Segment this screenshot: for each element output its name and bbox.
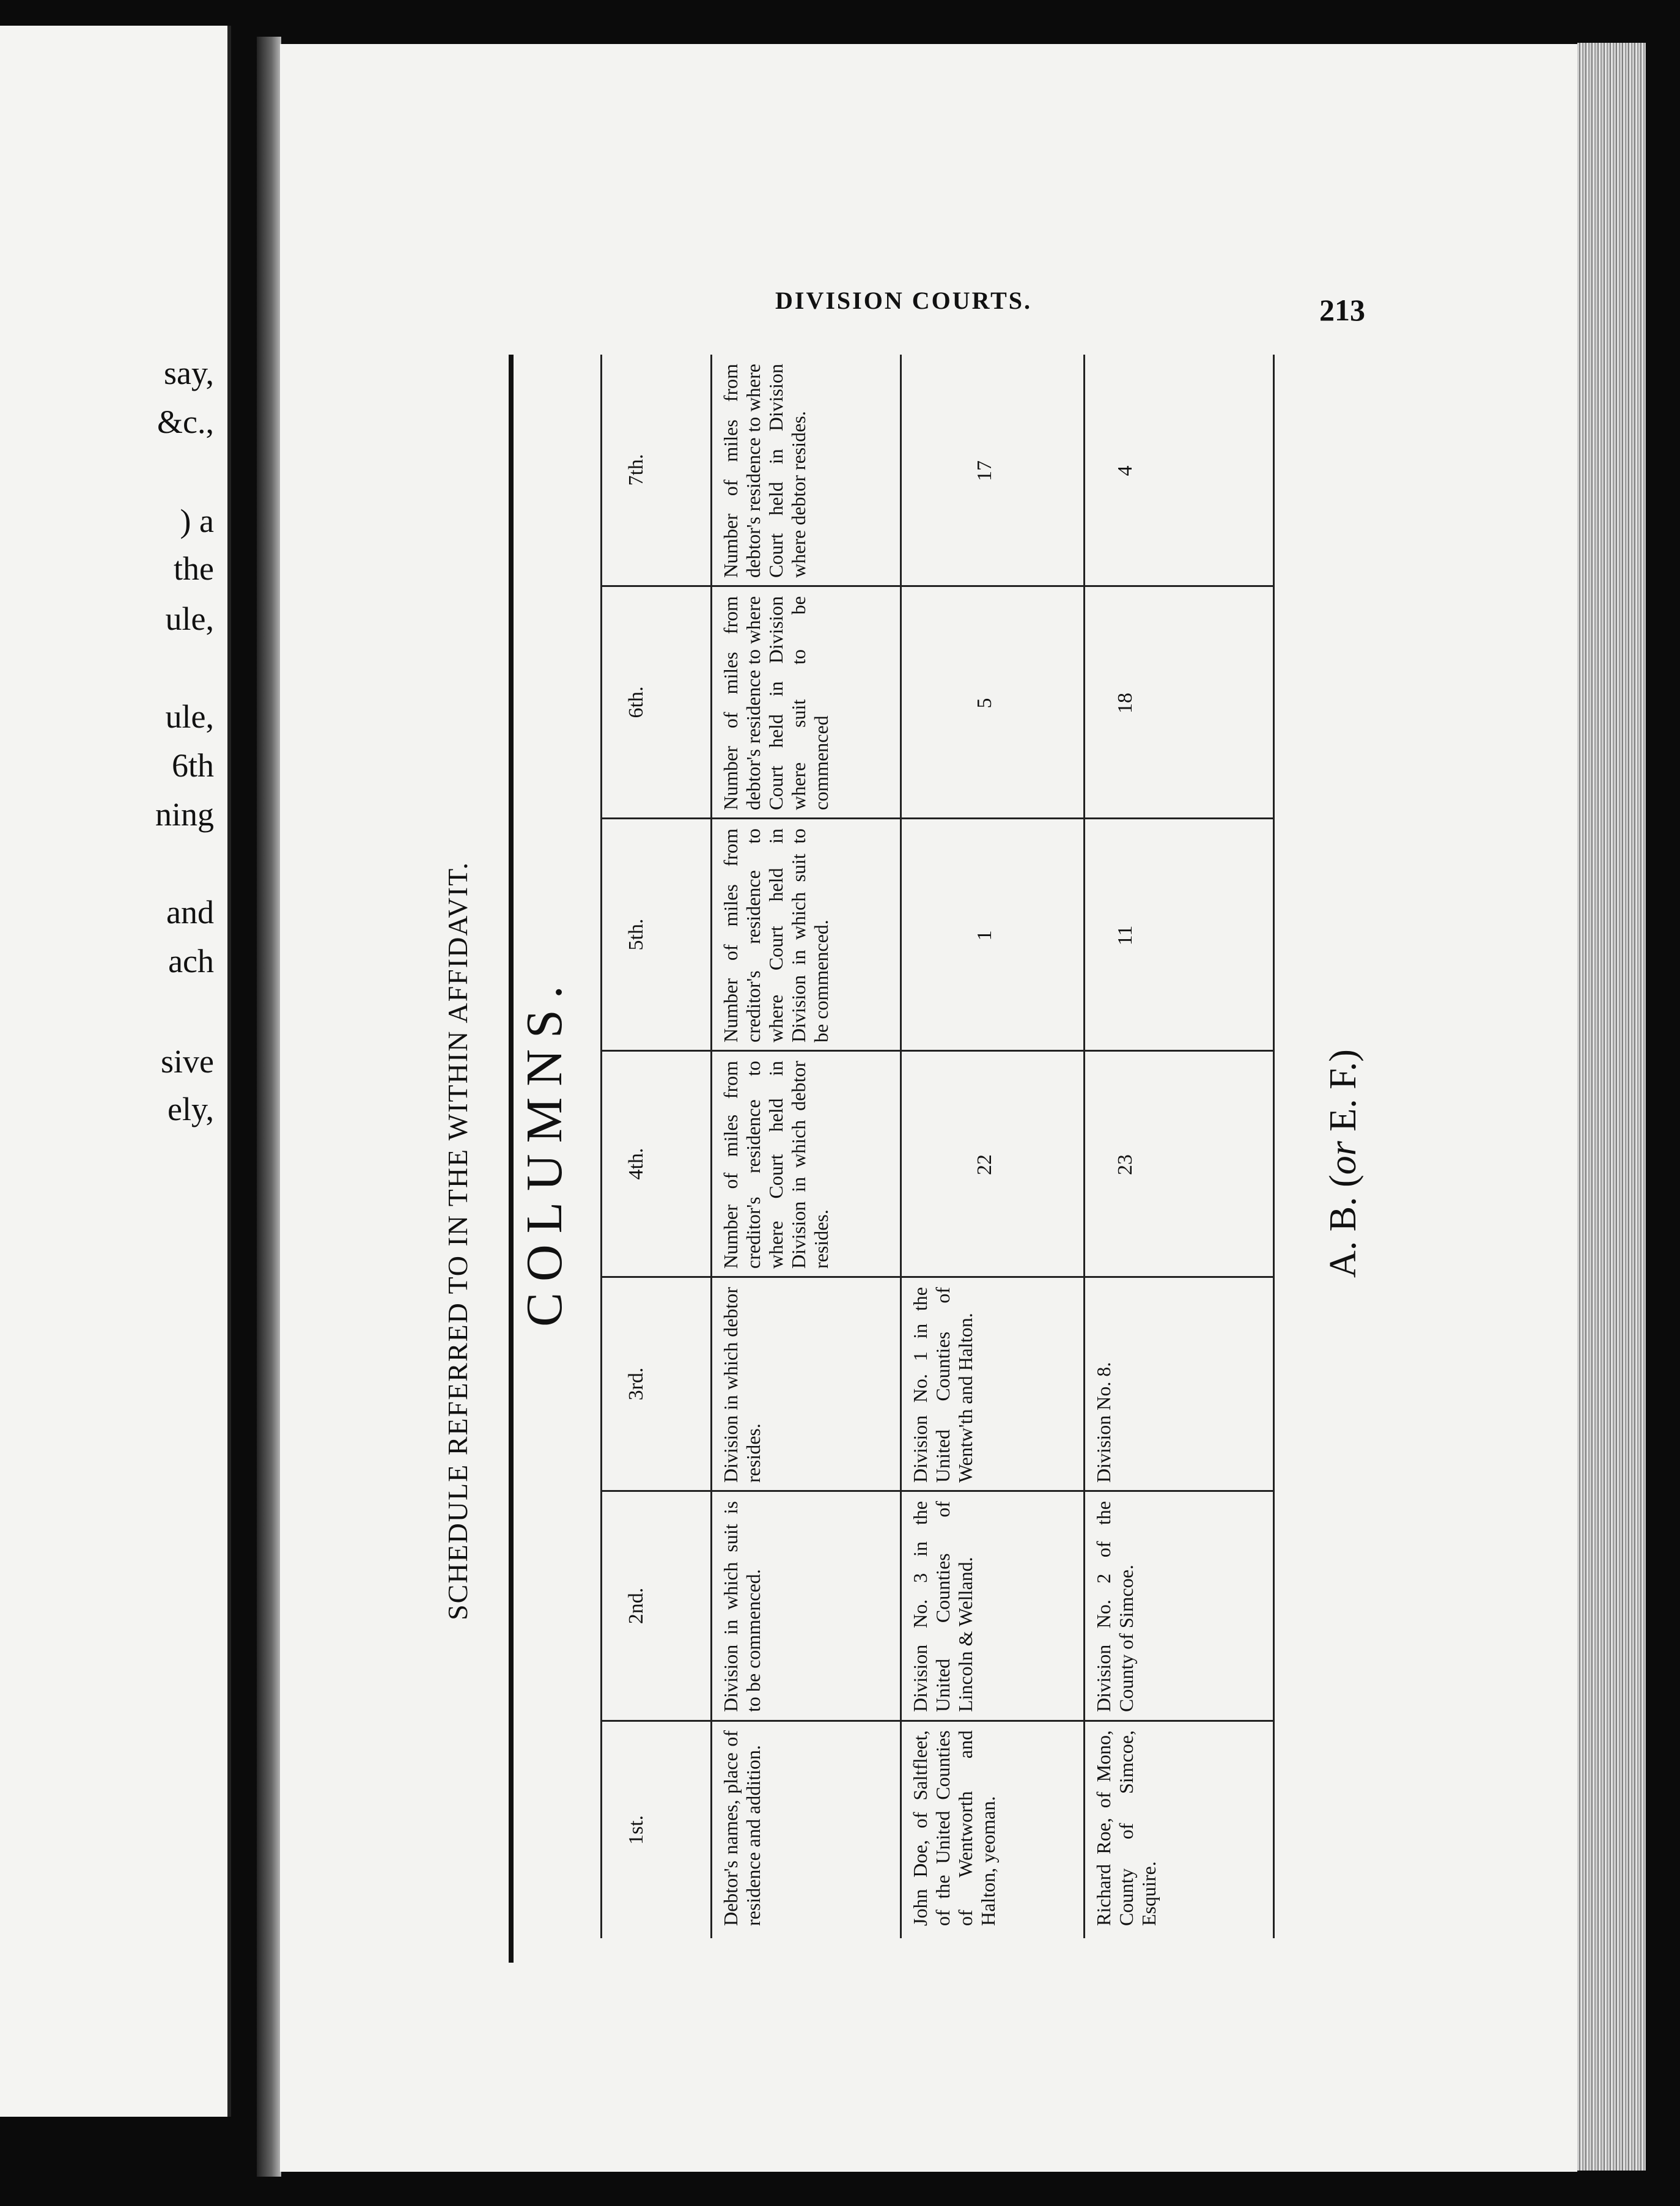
column-label-6: 6th. <box>625 686 647 718</box>
column-description-6: Number of miles from debtor's residence to where Court held in Division where suit to be commenced <box>720 596 832 810</box>
row-2-miles-5th: 11 <box>1114 925 1137 946</box>
note-suffix: E. F.) <box>1322 1049 1364 1142</box>
form-signature-note <box>1322 1049 1365 1278</box>
table-rule <box>1273 355 1275 1938</box>
column-description-7: Number of miles from debtor's residence to where Court held in Division where debtor resides. <box>720 364 809 578</box>
table-rule <box>600 1720 1273 1722</box>
column-label-5: 5th. <box>625 918 647 951</box>
row-1-miles-6th: 5 <box>973 698 996 709</box>
left-page-fragment: ) a <box>180 503 214 539</box>
column-label-1: 1st. <box>625 1815 647 1845</box>
column-label-2: 2nd. <box>625 1587 647 1625</box>
column-label-7: 7th. <box>625 454 647 486</box>
row-2-miles-4th: 23 <box>1114 1154 1137 1175</box>
schedule-table <box>509 355 1285 1963</box>
left-page-fragment: and <box>166 894 214 931</box>
left-page-fragment: ning <box>155 796 214 833</box>
left-page-fragment: ach <box>168 943 214 979</box>
column-description-5: Number of miles from creditor's residence to where Court held in Division in which suit to be commenced. <box>720 828 832 1042</box>
table-rule <box>600 355 602 1938</box>
page-number: 213 <box>1319 293 1365 327</box>
row-1-miles-5th: 1 <box>973 930 996 941</box>
column-description-4: Number of miles from creditor's residence to where Court held in Division in which debtor resides. <box>720 1061 832 1269</box>
running-head: DIVISION COURTS. <box>775 287 1033 314</box>
left-page-fragment: ule, <box>165 600 214 637</box>
row-1-miles-7th: 17 <box>973 460 996 481</box>
table-rule <box>600 817 1273 819</box>
row-1-debtor-division: Division No. 1 in the United Counties of Wentw'th and Halton. <box>909 1287 976 1483</box>
row-1-miles-4th: 22 <box>973 1154 996 1175</box>
left-page-fragment: 6th <box>171 747 214 784</box>
table-rule <box>600 585 1273 587</box>
row-2-debtor: Richard Roe, of Mono, County of Simcoe, Esquire. <box>1092 1730 1160 1926</box>
table-top-rule <box>509 355 514 1963</box>
row-2-debtor-division: Division No. 8. <box>1092 1362 1114 1483</box>
row-2-suit-division: Division No. 2 of the County of Simcoe. <box>1092 1501 1137 1712</box>
column-label-3: 3rd. <box>625 1367 647 1401</box>
left-page-fragment: the <box>174 550 214 587</box>
column-description-3: Division in which debtor resides. <box>720 1287 764 1483</box>
table-rule <box>1083 355 1085 1938</box>
row-1-suit-division: Division No. 3 in the United Counties of Lincoln & Welland. <box>909 1501 976 1712</box>
table-rule <box>600 1490 1273 1492</box>
left-page-fragment: say, <box>164 355 214 391</box>
column-label-4: 4th. <box>625 1148 647 1180</box>
row-2-miles-7th: 4 <box>1114 465 1137 476</box>
table-rule <box>600 1050 1273 1052</box>
note-italic: or <box>1322 1141 1364 1175</box>
column-description-2: Division in which suit is to be commenced. <box>720 1501 764 1712</box>
schedule-title: SCHEDULE REFERRED TO IN THE WITHIN AFFIDAVIT. <box>442 861 473 1620</box>
book-spine-shadow <box>257 37 281 2177</box>
row-2-miles-6th: 18 <box>1114 693 1137 714</box>
columns-heading: COLUMNS. <box>516 975 573 1327</box>
rotated-schedule <box>441 342 1603 1963</box>
left-page-fragment: &c., <box>157 404 214 440</box>
left-page-fragment: ule, <box>165 698 214 735</box>
table-rule <box>900 355 902 1938</box>
table-rule <box>600 1276 1273 1278</box>
left-page-fragment: sive <box>161 1043 214 1080</box>
left-facing-page <box>0 26 231 2117</box>
note-prefix: A. B. ( <box>1322 1175 1364 1278</box>
left-page-fragment: ely, <box>168 1091 214 1127</box>
table-rule <box>710 355 712 1938</box>
column-description-1: Debtor's names, place of residence and addition. <box>720 1730 764 1926</box>
row-1-debtor: John Doe, of Saltfleet, of the United Counties of Wentworth and Halton, yeoman. <box>909 1730 999 1926</box>
